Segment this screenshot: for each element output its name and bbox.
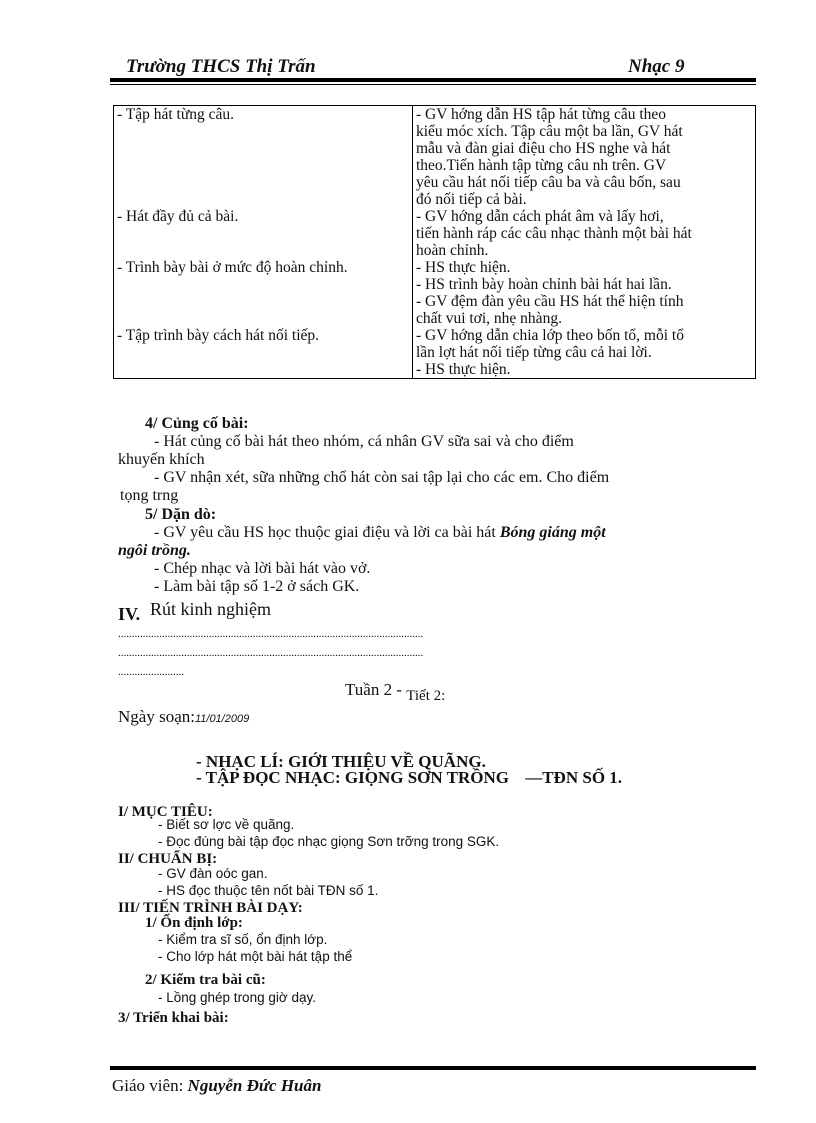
song-title: Bóng giáng một	[499, 524, 606, 541]
activity-detail: - HS trình bày hoàn chỉnh bài hát hai lần.	[416, 276, 672, 293]
section-heading: 4/ Củng cố bài:	[145, 415, 249, 432]
activity-label: - Tập trình bày cách hát nối tiếp.	[117, 327, 320, 344]
paragraph-line: khuyến khích	[118, 451, 205, 468]
table-cell	[413, 106, 756, 379]
activity-detail: kiểu móc xích. Tập câu một ba lần, GV hát	[416, 123, 683, 140]
lesson-title-line2	[196, 768, 622, 788]
week-label	[345, 680, 446, 704]
paragraph-line: tọng trng	[120, 487, 179, 504]
footer-rule	[110, 1066, 756, 1070]
paragraph-text: - GV yêu cầu HS học thuộc giai điệu và lời ca bài hát	[154, 524, 496, 541]
paragraph-line: - Làm bài tập số 1-2 ở sách GK.	[154, 578, 360, 595]
activity-detail: - GV đệm đàn yêu cầu HS hát thể hiện tính	[416, 293, 684, 310]
activity-detail: tiến hành ráp các câu nhạc thành một bài hát	[416, 225, 692, 242]
activity-detail: - HS thực hiện.	[416, 259, 511, 276]
header-rule	[110, 78, 756, 82]
section-heading: 5/ Dặn dò:	[145, 506, 217, 523]
teacher-label: Giáo viên:	[112, 1076, 184, 1095]
header-rule-thin	[110, 84, 756, 85]
activity-detail: mẫu và đàn giai điệu cho HS nghe và hát	[416, 140, 671, 157]
song-title: ngôi trồng.	[118, 542, 191, 559]
table-row	[114, 106, 756, 379]
paragraph-line: - GV nhận xét, sữa những chổ hát còn sai tập lại cho các em. Cho điểm	[154, 469, 610, 486]
teacher-name: Nguyễn Đức Huân	[187, 1076, 322, 1095]
table-cell	[114, 106, 413, 379]
activity-detail: chất vui tơi, nhẹ nhàng.	[416, 310, 562, 327]
activity-table	[113, 105, 756, 379]
activity-label: - Tập hát từng câu.	[117, 106, 235, 123]
activity-label: - Hát đầy đủ cả bài.	[117, 208, 239, 225]
list-item: - GV đàn oóc gan.	[158, 866, 268, 881]
activity-detail: - GV hớng dẫn HS tập hát từng câu theo	[416, 106, 667, 123]
section-number: IV.	[118, 604, 141, 624]
list-item: - Cho lớp hát một bài hát tập thể	[158, 949, 353, 964]
subsection-heading: 2/ Kiểm tra bài cũ:	[145, 972, 266, 988]
school-name: Trường THCS Thị Trấn	[126, 56, 316, 77]
list-item: - HS đọc thuộc tên nốt bài TĐN số 1.	[158, 883, 379, 898]
paragraph-text: - Hát củng cố bài hát theo nhóm, cá nhân GV sữa sai và cho điểm	[154, 433, 574, 450]
activity-detail: - GV hớng dẫn chia lớp theo bốn tổ, mỗi tổ	[416, 327, 684, 344]
dotted-line: ........................	[118, 666, 184, 678]
lesson-title-text: —TĐN SỐ 1.	[525, 768, 623, 787]
list-item: - Kiểm tra sĩ số, ổn định lớp.	[158, 932, 328, 947]
list-item: - Biết sơ lợc về quãng.	[158, 817, 295, 832]
activity-detail: đó nối tiếp cả bài.	[416, 191, 527, 208]
activity-detail: - HS thực hiện.	[416, 361, 511, 378]
paragraph-line	[154, 433, 697, 450]
prep-date	[118, 707, 249, 727]
activity-detail: yêu cầu hát nối tiếp câu ba và câu bốn, sau	[416, 174, 681, 191]
subsection-heading: 1/ Ổn định lớp:	[145, 915, 243, 931]
dotted-line: ...............................................................................................................	[118, 628, 424, 640]
prep-date-label: Ngày soạn:	[118, 707, 195, 726]
paragraph-line: - Chép nhạc và lời bài hát vào vở.	[154, 560, 371, 577]
subsection-heading: 3/ Triển khai bài:	[118, 1010, 229, 1026]
section-heading: II/ CHUẨN BỊ:	[118, 851, 218, 867]
section-heading: I/ MỤC TIÊU:	[118, 804, 213, 820]
lesson-number: Tiết 2:	[406, 688, 446, 704]
lesson-title-line1: - NHẠC LÍ: GIỚI THIỆU VỀ QUÃNG.	[196, 752, 486, 771]
prep-date-value: 11/01/2009	[194, 713, 250, 725]
subject-name: Nhạc 9	[628, 56, 685, 77]
paragraph-line	[154, 524, 606, 541]
week-text: Tuần 2 -	[345, 680, 402, 699]
activity-detail: lần lợt hát nối tiếp từng câu cả hai lời.	[416, 344, 652, 361]
list-item: - Lồng ghép trong giờ dạy.	[158, 990, 316, 1005]
section-heading: Rút kinh nghiệm	[150, 599, 271, 619]
dotted-line: ...............................................................................................................	[118, 647, 424, 659]
list-item: - Đọc đúng bài tập đọc nhạc giọng Sơn trỡng trong SGK.	[158, 834, 500, 849]
activity-detail: hoàn chỉnh.	[416, 242, 489, 259]
lesson-title-text: - TẬP ĐỌC NHẠC: GIỌNG SƠN TRỒNG	[196, 768, 509, 787]
activity-detail: - GV hớng dẫn cách phát âm và lấy hơi,	[416, 208, 664, 225]
activity-label: - Trình bày bài ở mức độ hoàn chỉnh.	[117, 259, 348, 276]
section-heading: III/ TIẾN TRÌNH BÀI DẠY:	[118, 900, 303, 916]
teacher-line	[112, 1076, 321, 1096]
activity-detail: theo.Tiến hành tập từng câu nh trên. GV	[416, 157, 667, 174]
